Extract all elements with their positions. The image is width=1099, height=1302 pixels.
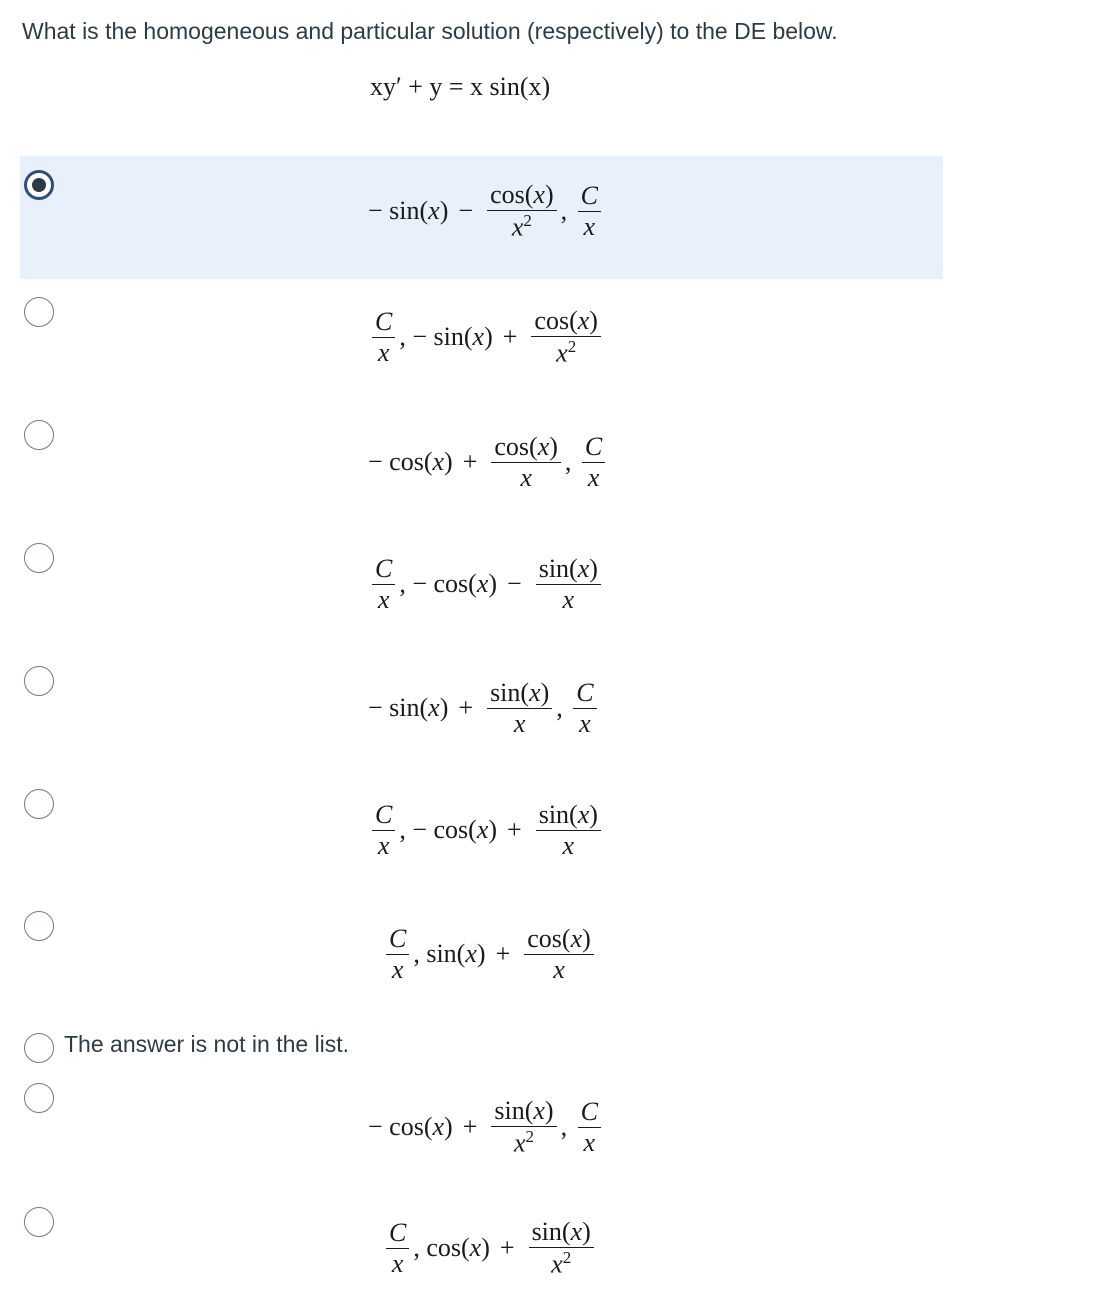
option-f-math[interactable]: $\frac{C}{x}$ , − cos(x) + $\frac{\sin(x)}{x}$ bbox=[368, 800, 605, 861]
radio-option-b[interactable] bbox=[24, 297, 54, 327]
equation-rhs: x sin(x) bbox=[470, 72, 551, 101]
option-d-math[interactable]: $\frac{C}{x}$ , − cos(x) − $\frac{\sin(x)}{x}$ bbox=[368, 554, 605, 615]
radio-option-d[interactable] bbox=[24, 543, 54, 573]
equation bbox=[370, 72, 550, 102]
equals-sign: = bbox=[448, 72, 471, 101]
radio-option-a[interactable] bbox=[24, 170, 54, 200]
option-c-math[interactable]: − cos(x) + $\frac{\cos(x)}{x}$ , $\frac{C}{x}$ bbox=[368, 432, 609, 493]
option-e-math[interactable]: − sin(x) + $\frac{\sin(x)}{x}$ , $\frac{C}{x}$ bbox=[368, 678, 601, 739]
radio-option-c[interactable] bbox=[24, 420, 54, 450]
option-a-math[interactable]: − sin(x) − $\frac{\cos(x)}{x^2}$ , $\frac{C}{x}$ bbox=[368, 180, 605, 242]
radio-option-f[interactable] bbox=[24, 789, 54, 819]
radio-option-j[interactable] bbox=[24, 1207, 54, 1237]
option-b-math[interactable]: $\frac{C}{x}$ , − sin(x) + $\frac{\cos(x)}{x^2}$ bbox=[368, 306, 605, 368]
option-i-math[interactable]: − cos(x) + $\frac{\sin(x)}{x^2}$ , $\frac{C}{x}$ bbox=[368, 1096, 605, 1158]
question-text: What is the homogeneous and particular solution (respectively) to the DE below. bbox=[22, 18, 838, 44]
equation-lhs: xy′ + y bbox=[370, 72, 443, 101]
radio-option-i[interactable] bbox=[24, 1083, 54, 1113]
radio-option-h[interactable] bbox=[24, 1033, 54, 1063]
option-h-label[interactable]: The answer is not in the list. bbox=[64, 1031, 350, 1057]
option-g-math[interactable]: $\frac{C}{x}$ , sin(x) + $\frac{\cos(x)}{x}$ bbox=[382, 924, 598, 985]
radio-option-e[interactable] bbox=[24, 666, 54, 696]
option-j-math[interactable]: $\frac{C}{x}$ , cos(x) + $\frac{\sin(x)}{x^2}$ bbox=[382, 1217, 598, 1279]
radio-option-g[interactable] bbox=[24, 911, 54, 941]
